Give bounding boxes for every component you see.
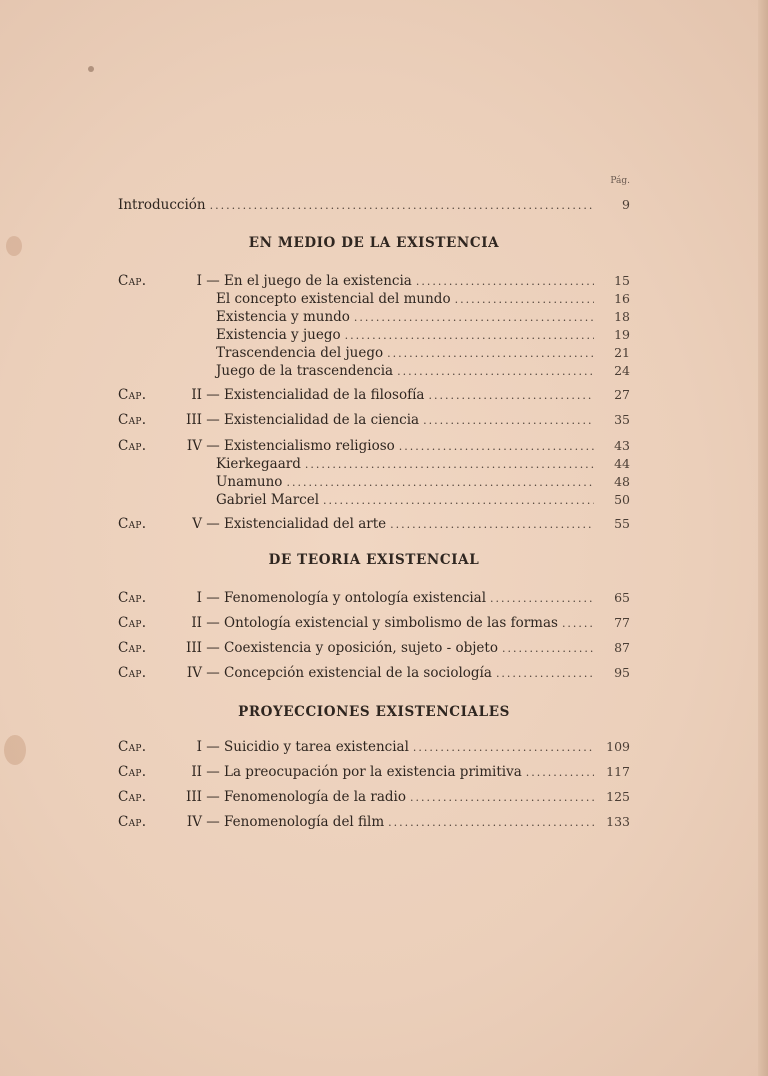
chapter-number: I xyxy=(196,590,202,606)
chapter-number: IV xyxy=(186,814,202,830)
entry-title: Existencialidad de la ciencia xyxy=(224,412,420,428)
entry-title: Fenomenología de la radio xyxy=(224,789,406,805)
page-number: 9 xyxy=(622,197,630,212)
entry-title: Trascendencia del juego xyxy=(216,345,384,361)
toc-entry xyxy=(118,272,630,290)
toc-entry xyxy=(118,589,630,607)
toc-entry xyxy=(118,411,630,429)
dot-leader xyxy=(413,739,594,757)
chapter-number: III xyxy=(186,789,202,805)
page-number: 125 xyxy=(606,789,630,804)
section-heading: PROYECCIONES EXISTENCIALES xyxy=(238,704,510,720)
entry-title: Gabriel Marcel xyxy=(216,492,320,508)
em-dash: — xyxy=(206,615,220,631)
em-dash: — xyxy=(206,739,220,755)
chapter-label: Cap. xyxy=(118,615,147,631)
em-dash: — xyxy=(206,590,220,606)
page-number: 109 xyxy=(606,739,630,754)
entry-title: Existencialidad del arte xyxy=(224,516,387,532)
em-dash: — xyxy=(206,412,220,428)
entry-title: Ontología existencial y simbolismo de las formas xyxy=(224,615,558,631)
dot-leader xyxy=(490,590,594,608)
entry-title: Suicidio y tarea existencial xyxy=(224,739,409,755)
page-column-label: Pág. xyxy=(610,176,630,186)
paper-stain xyxy=(88,66,94,72)
page-number: 19 xyxy=(614,327,630,342)
chapter-number: III xyxy=(186,412,202,428)
entry-title: El concepto existencial del mundo xyxy=(216,291,451,307)
page-number: 21 xyxy=(614,345,630,360)
toc-entry xyxy=(118,290,630,308)
chapter-number: I xyxy=(196,739,202,755)
toc-entry xyxy=(118,362,630,380)
entry-title: Juego de la trascendencia xyxy=(216,363,394,379)
entry-title: Existencia y juego xyxy=(216,327,341,343)
chapter-label: Cap. xyxy=(118,739,147,755)
toc-entry xyxy=(118,738,630,756)
entry-title: Unamuno xyxy=(216,474,283,490)
toc-entry xyxy=(118,788,630,806)
chapter-label: Cap. xyxy=(118,273,147,289)
paper-stain xyxy=(6,236,22,256)
em-dash: — xyxy=(206,814,220,830)
paper-stain xyxy=(4,735,26,765)
chapter-number: IV xyxy=(186,665,202,681)
entry-title: Existencialidad de la filosofía xyxy=(224,387,425,403)
dot-leader xyxy=(345,327,594,345)
toc-entry xyxy=(118,386,630,404)
chapter-number: IV xyxy=(186,438,202,454)
toc-entry xyxy=(118,491,630,509)
intro-entry xyxy=(118,196,630,214)
chapter-number: III xyxy=(186,640,202,656)
page-number: 24 xyxy=(614,363,630,378)
toc-entry xyxy=(118,813,630,831)
section-heading: EN MEDIO DE LA EXISTENCIA xyxy=(248,235,500,251)
page-edge xyxy=(758,0,768,1076)
chapter-label: Cap. xyxy=(118,764,147,780)
page-number: 35 xyxy=(614,412,630,427)
entry-title: Fenomenología y ontología existencial xyxy=(224,590,487,606)
page-number: 15 xyxy=(614,273,630,288)
toc-entry xyxy=(118,473,630,491)
em-dash: — xyxy=(206,438,220,454)
entry-title: Concepción existencial de la sociología xyxy=(224,665,492,681)
page-number: 133 xyxy=(606,814,630,829)
dot-leader xyxy=(399,438,594,456)
dot-leader xyxy=(397,363,594,381)
chapter-label: Cap. xyxy=(118,789,147,805)
entry-title: Fenomenología del film xyxy=(224,814,385,830)
em-dash: — xyxy=(206,387,220,403)
page-number: 43 xyxy=(614,438,630,453)
page-number: 50 xyxy=(614,492,630,507)
chapter-label: Cap. xyxy=(118,412,147,428)
section-heading: DE TEORIA EXISTENCIAL xyxy=(268,552,480,568)
chapter-label: Cap. xyxy=(118,665,147,681)
em-dash: — xyxy=(206,789,220,805)
chapter-number: II xyxy=(191,764,202,780)
dot-leader xyxy=(354,309,594,327)
chapter-number: I xyxy=(196,273,202,289)
dot-leader xyxy=(323,492,594,510)
dot-leader xyxy=(562,615,594,633)
dot-leader xyxy=(286,474,594,492)
dot-leader xyxy=(455,291,594,309)
toc-entry xyxy=(118,455,630,473)
dot-leader xyxy=(423,412,594,430)
dot-leader xyxy=(496,665,594,683)
chapter-number: II xyxy=(191,387,202,403)
chapter-label: Cap. xyxy=(118,438,147,454)
toc-entry xyxy=(118,326,630,344)
dot-leader xyxy=(428,387,594,405)
chapter-label: Cap. xyxy=(118,640,147,656)
dot-leader xyxy=(526,764,594,782)
page-number: 48 xyxy=(614,474,630,489)
page-number: 44 xyxy=(614,456,630,471)
dot-leader xyxy=(210,197,594,215)
em-dash: — xyxy=(206,640,220,656)
page-number: 95 xyxy=(614,665,630,680)
chapter-label: Cap. xyxy=(118,387,147,403)
entry-title: Introducción xyxy=(118,197,206,213)
em-dash: — xyxy=(206,665,220,681)
toc-entry xyxy=(118,344,630,362)
page-number: 18 xyxy=(614,309,630,324)
page-number: 117 xyxy=(606,764,630,779)
entry-title: Coexistencia y oposición, sujeto - objeto xyxy=(224,640,498,656)
chapter-label: Cap. xyxy=(118,814,147,830)
toc-entry xyxy=(118,614,630,632)
chapter-number: II xyxy=(191,615,202,631)
dot-leader xyxy=(502,640,594,658)
chapter-number: V xyxy=(192,516,202,532)
page-number: 77 xyxy=(614,615,630,630)
dot-leader xyxy=(387,345,594,363)
toc-entry xyxy=(118,639,630,657)
entry-title: En el juego de la existencia xyxy=(224,273,412,289)
em-dash: — xyxy=(206,516,220,532)
toc-entry xyxy=(118,763,630,781)
dot-leader xyxy=(388,814,594,832)
page-number: 27 xyxy=(614,387,630,402)
page-number: 55 xyxy=(614,516,630,531)
page-number: 16 xyxy=(614,291,630,306)
chapter-label: Cap. xyxy=(118,590,147,606)
dot-leader xyxy=(416,273,594,291)
em-dash: — xyxy=(206,273,220,289)
dot-leader xyxy=(305,456,594,474)
toc-entry xyxy=(118,308,630,326)
page-number: 87 xyxy=(614,640,630,655)
entry-title: Existencialismo religioso xyxy=(224,438,395,454)
chapter-label: Cap. xyxy=(118,516,147,532)
toc-entry xyxy=(118,664,630,682)
toc-entry xyxy=(118,515,630,533)
dot-leader xyxy=(410,789,594,807)
em-dash: — xyxy=(206,764,220,780)
entry-title: Existencia y mundo xyxy=(216,309,350,325)
toc-entry xyxy=(118,437,630,455)
entry-title: Kierkegaard xyxy=(216,456,301,472)
dot-leader xyxy=(390,516,594,534)
entry-title: La preocupación por la existencia primitiva xyxy=(224,764,522,780)
page-number: 65 xyxy=(614,590,630,605)
